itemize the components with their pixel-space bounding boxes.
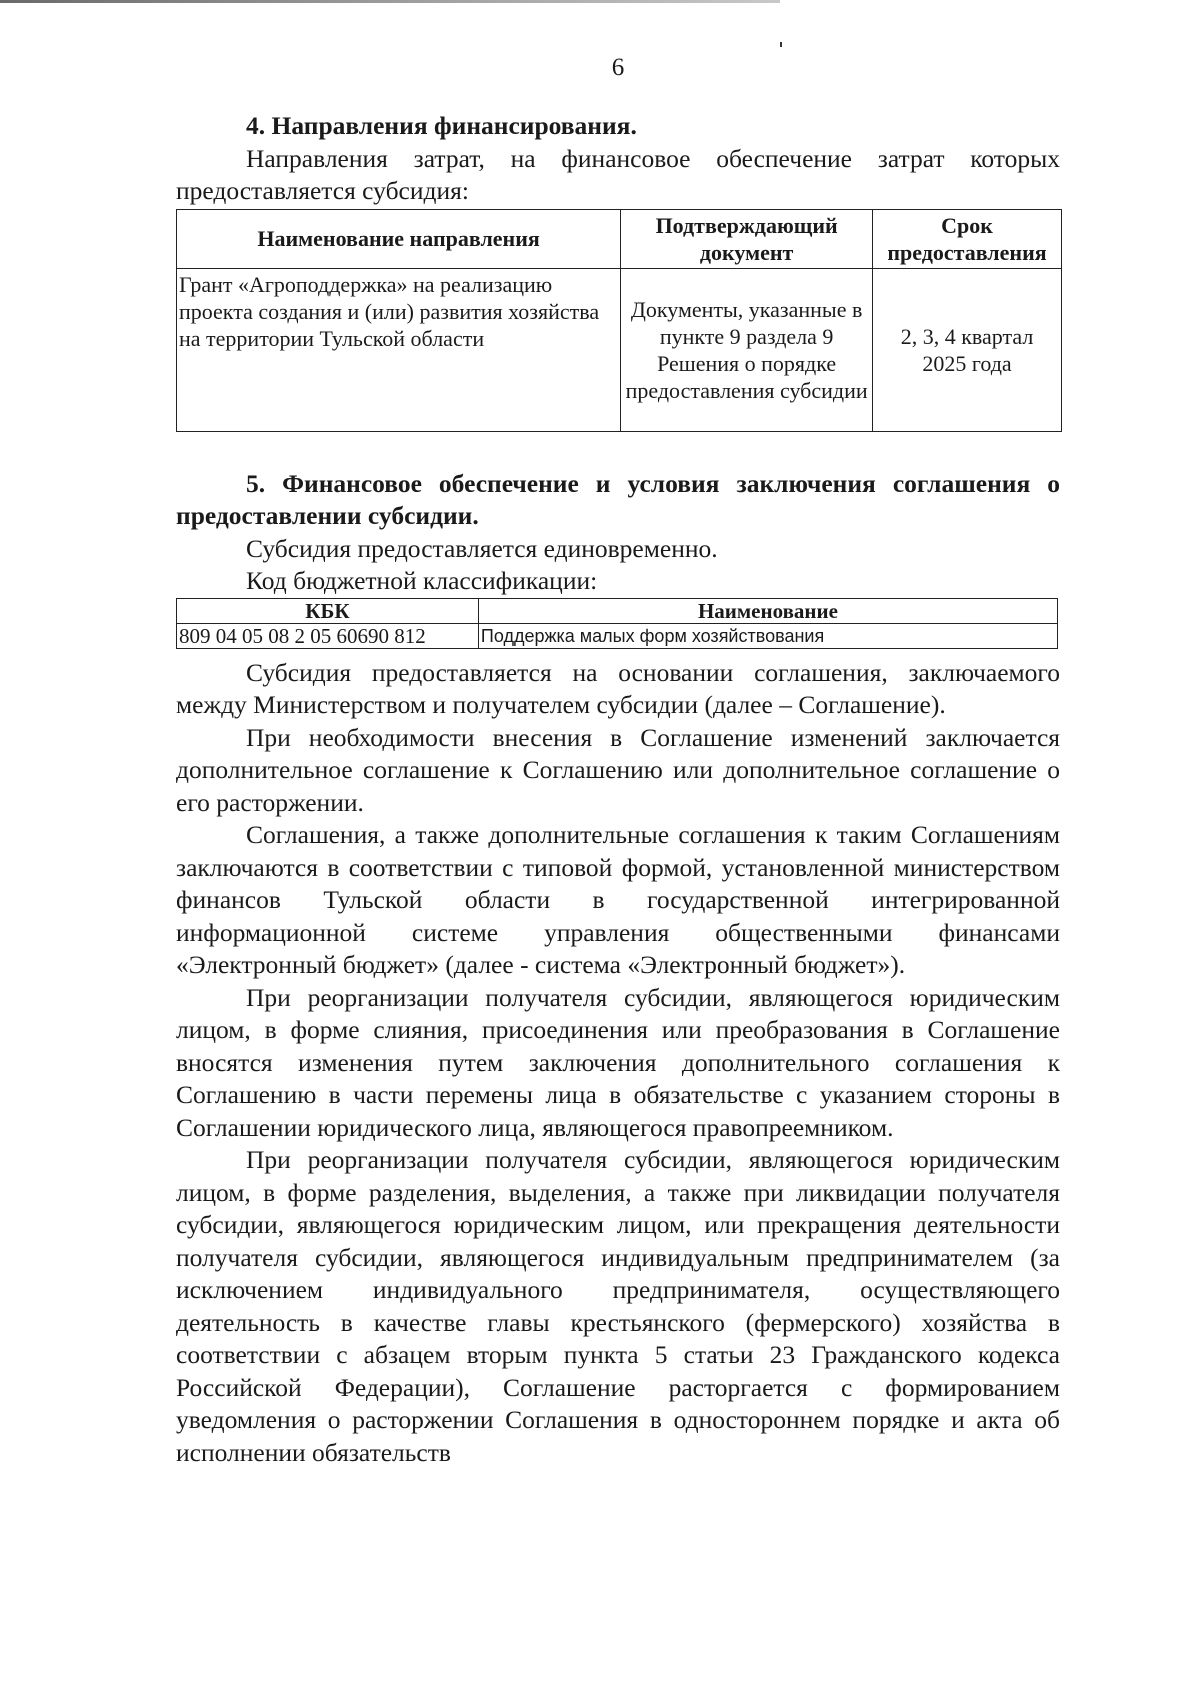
cell-kbk-code: 809 04 05 08 2 05 60690 812 [177,623,479,648]
section-5-heading: 5. Финансовое обеспечение и условия заключения соглашения о предоставлении субсидии. [176,468,1060,530]
column-header-term: Срок предоставления [873,209,1062,268]
cell-document: Документы, указанные в пункте 9 раздела 9 Решения о порядке предоставления субсидии [621,268,873,431]
paragraph-agreement-basis: Субсидия предоставляется на основании соглашения, заключаемого между Министерством и получателем субсидии (далее – Соглашение). [176,657,1060,719]
column-header-direction: Наименование направления [177,209,621,268]
section-5-line-kbk-label: Код бюджетной классификации: [246,566,598,595]
scan-artifact-line [0,0,780,3]
section-4-heading: 4. Направления финансирования. [246,111,637,140]
column-header-document: Подтверждающий документ [621,209,873,268]
column-header-name: Наименование [478,598,1057,623]
page-number: 6 [611,54,625,81]
paragraph-standard-form: Соглашения, а также дополнительные соглашения к таким Соглашениям заключаются в соответствии с типовой формой, установленной министерством финансов Тульской области в государственной интегрированной информационной системе управления общественными финансами «Электронный бюджет» (далее - система «Электронный бюджет»). [176,820,1060,979]
cell-direction: Грант «Агроподдержка» на реализацию проекта создания и (или) развития хозяйства на территории Тульской области [177,268,621,431]
section-5-line-single: Субсидия предоставляется единовременно. [246,533,718,563]
paragraph-reorganization-division: При реорганизации получателя субсидии, являющегося юридическим лицом, в форме разделения, выделения, а также при ликвидации получателя субсидии, являющегося юридическим лицом, или прекращения деятельности получателя субсидии, являющегося индивидуальным предпринимателем (за исключением индивидуального предпринимателя, осуществляющего деятельность в качестве главы крестьянского (фермерского) хозяйства в соответствии с абзацем вторым пункта 5 статьи 23 Гражданского кодекса Российской Федерации), Соглашение расторгается с формированием уведомления о расторжении Соглашения в одностороннем порядке и акта об исполнении обязательств [176,1145,1060,1467]
kbk-table-header-row [177,598,1058,623]
directions-table [176,209,1062,432]
table-row [177,268,1062,431]
document-body [176,110,1060,1469]
directions-table-header-row [177,209,1062,268]
table-row [177,623,1058,648]
section-4-intro: Направления затрат, на финансовое обеспечение затрат которых предоставляется субсидия: [176,143,1060,205]
column-header-kbk: КБК [177,598,479,623]
cell-term: 2, 3, 4 квартал 2025 года [873,268,1062,431]
kbk-table [176,598,1058,649]
paragraph-reorganization-merger: При реорганизации получателя субсидии, являющегося юридическим лицом, в форме слияния, присоединения или преобразования в Соглашение вносятся изменения путем заключения дополнительного соглашения к Соглашению в части перемены лица в обязательстве с указанием стороны в Соглашении юридического лица, являющегося правопреемником. [176,982,1060,1142]
cell-kbk-name: Поддержка малых форм хозяйствования [478,623,1057,648]
paragraph-amendments: При необходимости внесения в Соглашение изменений заключается дополнительное соглашение к Соглашению или дополнительное соглашение о его расторжении. [176,722,1060,817]
scan-artifact-mark [780,42,782,47]
